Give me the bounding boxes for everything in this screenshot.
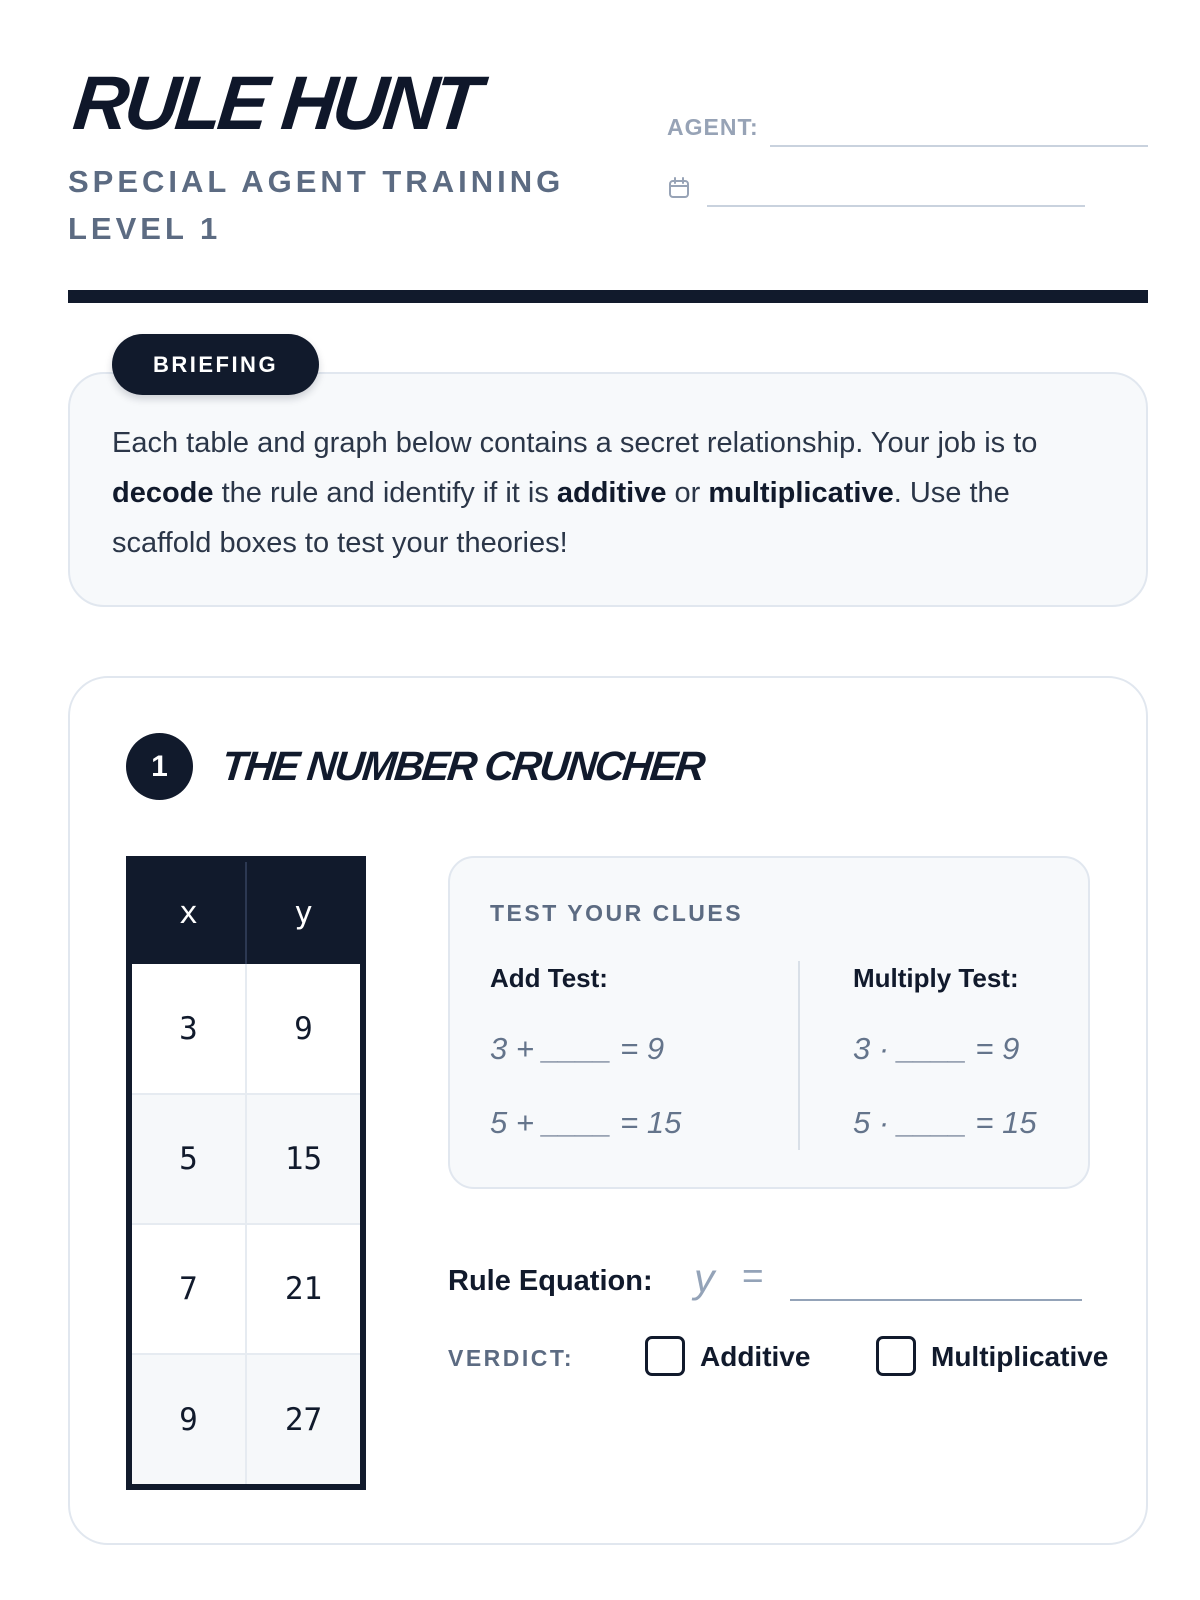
bold-decode: decode [112,477,214,509]
multiply-test-line-2[interactable]: 5 · ____ = 15 [853,1105,1037,1140]
table-header-x: x [132,862,246,964]
rule-y-variable: y [694,1255,715,1301]
calendar-icon [668,177,690,199]
add-test-line-1[interactable]: 3 + ____ = 9 [490,1031,665,1066]
rule-equation-field[interactable] [790,1299,1082,1301]
additive-option-label: Additive [700,1341,811,1372]
table-cell: 7 [132,1224,246,1354]
add-test-label: Add Test: [490,963,608,993]
table-cell: 15 [246,1094,360,1224]
table-cell: 27 [246,1354,360,1484]
rule-equation-label: Rule Equation: [448,1265,653,1297]
multiply-test-label: Multiply Test: [853,963,1019,993]
verdict-label: VERDICT: [448,1345,575,1371]
table-row [132,1094,360,1224]
multiply-test-line-1[interactable]: 3 · ____ = 9 [853,1031,1020,1066]
worksheet-title: RULE HUNT [69,61,482,146]
add-test-line-2[interactable]: 5 + ____ = 15 [490,1105,682,1140]
multiplicative-checkbox[interactable] [876,1336,916,1376]
agent-name-field[interactable] [770,145,1148,147]
table-row [132,1354,360,1484]
agent-label: AGENT: [667,114,759,140]
table-row [132,964,360,1094]
worksheet-subtitle: SPECIAL AGENT TRAINING LEVEL 1 [68,164,565,246]
bold-additive: additive [556,477,667,509]
table-cell: 9 [246,964,360,1094]
bold-multiplicative: multiplicative [708,477,894,509]
test-clues-heading: TEST YOUR CLUES [490,900,744,926]
problem-number-badge: 1 [126,733,193,800]
briefing-text: Each table and graph below contains a secret relationship. Your job is to decode the rule and identify if it is additive or multiplicative. Use the scaffold boxes to test your theories! [112,427,1038,559]
clues-divider [798,961,800,1150]
rule-equals-sign: = [742,1255,764,1296]
briefing-badge: BRIEFING [112,334,319,395]
xy-table [126,856,366,1490]
table-cell: 5 [132,1094,246,1224]
table-header-y: y [294,895,313,931]
problem-title: THE NUMBER CRUNCHER [219,743,706,789]
table-row [132,1224,360,1354]
header-divider [68,290,1148,303]
table-cell: 9 [132,1354,246,1484]
date-field[interactable] [707,205,1085,207]
additive-checkbox[interactable] [645,1336,685,1376]
table-cell: 21 [246,1224,360,1354]
multiplicative-option-label: Multiplicative [931,1341,1109,1372]
table-cell: 3 [132,964,246,1094]
